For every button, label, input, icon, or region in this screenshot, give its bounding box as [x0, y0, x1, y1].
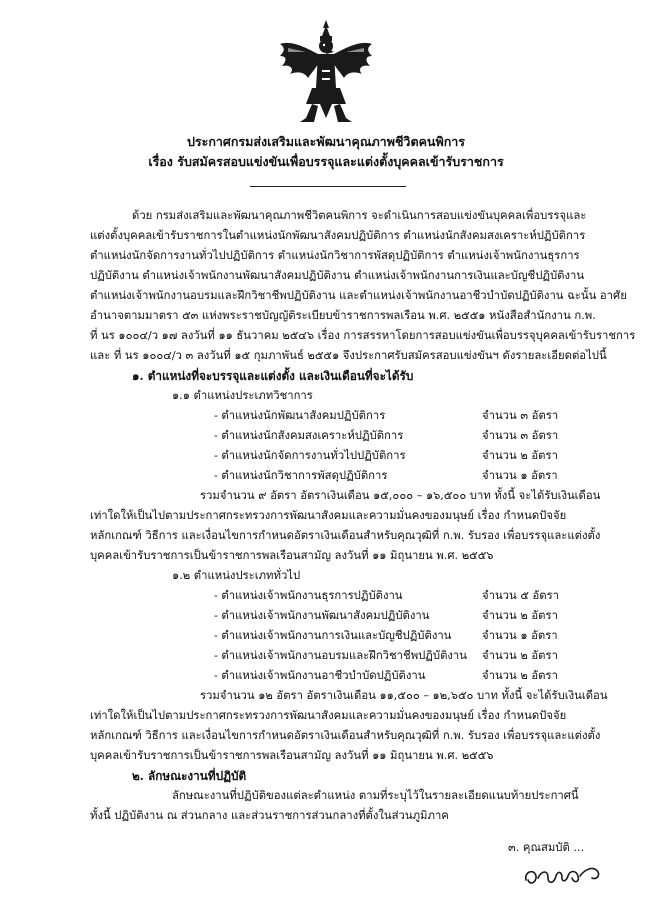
position-item: - ตำแหน่งเจ้าพนักงานการเงินและบัญชีปฏิบัติงาน — [214, 629, 452, 642]
group-1-label: ๑.๑ ตำแหน่งประเภทวิชาการ — [172, 389, 313, 402]
intro-line: อำนาจตามมาตรา ๕๓ แห่งพระราชบัญญัติระเบียบข้าราชการพลเรือน พ.ศ. ๒๕๕๑ หนังสือสำนักงาน ก.พ. — [90, 309, 596, 322]
group-1-summary: บุคคลเข้ารับราชการเป็นข้าราชการพลเรือนสามัญ ลงวันที่ ๑๑ มิถุนายน พ.ศ. ๒๕๕๖ — [90, 549, 494, 562]
position-item: - ตำแหน่งเจ้าพนักงานธุรการปฏิบัติงาน — [214, 589, 403, 602]
position-item: - ตำแหน่งนักสังคมสงเคราะห์ปฏิบัติการ — [214, 429, 404, 442]
position-qty: จำนวน ๒ อัตรา — [482, 449, 558, 462]
group-1-summary: รวมจำนวน ๙ อัตรา อัตราเงินเดือน ๑๕,๐๐๐ – ๑๖,๕๐๐ บาท ทั้งนี้ จะได้รับเงินเดือน — [200, 489, 601, 502]
intro-line: ด้วย กรมส่งเสริมและพัฒนาคุณภาพชีวิตคนพิการ จะดำเนินการสอบแข่งขันบุคคลเพื่อบรรจุและ — [132, 209, 587, 222]
position-qty: จำนวน ๑ อัตรา — [482, 469, 558, 482]
group-2-label: ๑.๒ ตำแหน่งประเภททั่วไป — [172, 569, 301, 582]
section-2-body: ลักษณะงานที่ปฏิบัติของแต่ละตำแหน่ง ตามที่ระบุไว้ในรายละเอียดแนบท้ายประกาศนี้ — [172, 789, 579, 802]
position-qty: จำนวน ๕ อัตรา — [482, 589, 560, 602]
group-2-summary: หลักเกณฑ์ วิธีการ และเงื่อนไขการกำหนดอัตราเงินเดือนสำหรับคุณวุฒิที่ ก.พ. รับรอง เพื่อบรรจุและแต่งตั้ง — [90, 729, 601, 742]
intro-line: ที่ นร ๑๐๐๔/ว ๑๗ ลงวันที่ ๑๑ ธันวาคม ๒๕๔๖ เรื่อง การสรรหาโดยการสอบแข่งขันเพื่อบรรจุบุคคลเข้ารับราชการ — [90, 329, 636, 342]
section-1-heading: ๑. ตำแหน่งที่จะบรรจุและแต่งตั้ง และเงินเดือนที่จะได้รับ — [132, 369, 414, 383]
intro-line: และ ที่ นร ๑๐๐๔/ว ๓ ลงวันที่ ๑๕ กุมภาพันธ์ ๒๕๕๑ จึงประกาศรับสมัครสอบแข่งขันฯ ดังรายละเอียดต่อไปนี้ — [90, 349, 607, 362]
position-item: - ตำแหน่งเจ้าพนักงานอบรมและฝึกวิชาชีพปฏิบัติงาน — [214, 649, 467, 662]
group-2-summary: รวมจำนวน ๑๒ อัตรา อัตราเงินเดือน ๑๑,๕๐๐ – ๑๒,๖๕๐ บาท ทั้งนี้ จะได้รับเงินเดือน — [200, 689, 608, 702]
group-1-summary: เท่าใดให้เป็นไปตามประกาศกระทรวงการพัฒนาสังคมและความมั่นคงของมนุษย์ เรื่อง กำหนดปัจจัย — [90, 509, 567, 522]
title-divider — [250, 186, 406, 187]
position-item: - ตำแหน่งนักวิชาการพัสดุปฏิบัติการ — [214, 469, 388, 482]
position-qty: จำนวน ๒ อัตรา — [482, 649, 558, 662]
group-2-summary: เท่าใดให้เป็นไปตามประกาศกระทรวงการพัฒนาสังคมและความมั่นคงของมนุษย์ เรื่อง กำหนดปัจจัย — [90, 709, 567, 722]
position-qty: จำนวน ๑ อัตรา — [482, 629, 558, 642]
position-item: - ตำแหน่งนักพัฒนาสังคมปฏิบัติการ — [214, 409, 386, 422]
intro-line: ปฏิบัติงาน ตำแหน่งเจ้าพนักงานพัฒนาสังคมปฏิบัติงาน ตำแหน่งเจ้าพนักงานการเงินและบัญชีปฏิบัติงาน — [90, 269, 585, 282]
position-item: - ตำแหน่งเจ้าพนักงานอาชีวบำบัดปฏิบัติงาน — [214, 669, 426, 682]
position-qty: จำนวน ๓ อัตรา — [482, 409, 559, 422]
position-item: - ตำแหน่งนักจัดการงานทั่วไปปฏิบัติการ — [214, 449, 406, 462]
intro-line: ตำแหน่งนักจัดการงานทั่วไปปฏิบัติการ ตำแหน่งนักวิชาการพัสดุปฏิบัติการ ตำแหน่งเจ้าพนักงานธุรการ — [90, 249, 580, 262]
position-item: - ตำแหน่งเจ้าพนักงานพัฒนาสังคมปฏิบัติงาน — [214, 609, 430, 622]
group-2-summary: บุคคลเข้ารับราชการเป็นข้าราชการพลเรือนสามัญ ลงวันที่ ๑๑ มิถุนายน พ.ศ. ๒๕๕๖ — [90, 749, 494, 762]
page-title: ประกาศกรมส่งเสริมและพัฒนาคุณภาพชีวิตคนพิการ — [186, 134, 466, 149]
intro-line: แต่งตั้งบุคคลเข้ารับราชการในตำแหน่งนักพัฒนาสังคมปฏิบัติการ ตำแหน่งนักสังคมสงเคราะห์ปฏิบัติการ — [90, 229, 586, 242]
garuda-emblem-icon — [276, 18, 376, 126]
position-qty: จำนวน ๒ อัตรา — [482, 609, 558, 622]
group-1-summary: หลักเกณฑ์ วิธีการ และเงื่อนไขการกำหนดอัตราเงินเดือนสำหรับคุณวุฒิที่ ก.พ. รับรอง เพื่อบรรจุและแต่งตั้ง — [90, 529, 601, 542]
section-2-body: ทั้งนี้ ปฏิบัติงาน ณ ส่วนกลาง และส่วนราชการส่วนกลางที่ตั้งในส่วนภูมิภาค — [90, 809, 449, 822]
page-subject: เรื่อง รับสมัครสอบแข่งขันเพื่อบรรจุและแต่งตั้งบุคคลเข้ารับราชการ — [148, 154, 504, 169]
handwritten-initials-icon — [520, 858, 610, 892]
position-qty: จำนวน ๒ อัตรา — [482, 669, 558, 682]
continue-marker: ๓. คุณสมบัติ ... — [508, 841, 585, 854]
intro-line: ตำแหน่งเจ้าพนักงานอบรมและฝึกวิชาชีพปฏิบัติงาน และตำแหน่งเจ้าพนักงานอาชีวบำบัดปฏิบัติงาน ฉะนั้น อาศัย — [90, 289, 627, 302]
section-2-heading: ๒. ลักษณะงานที่ปฏิบัติ — [132, 769, 247, 783]
position-qty: จำนวน ๓ อัตรา — [482, 429, 559, 442]
